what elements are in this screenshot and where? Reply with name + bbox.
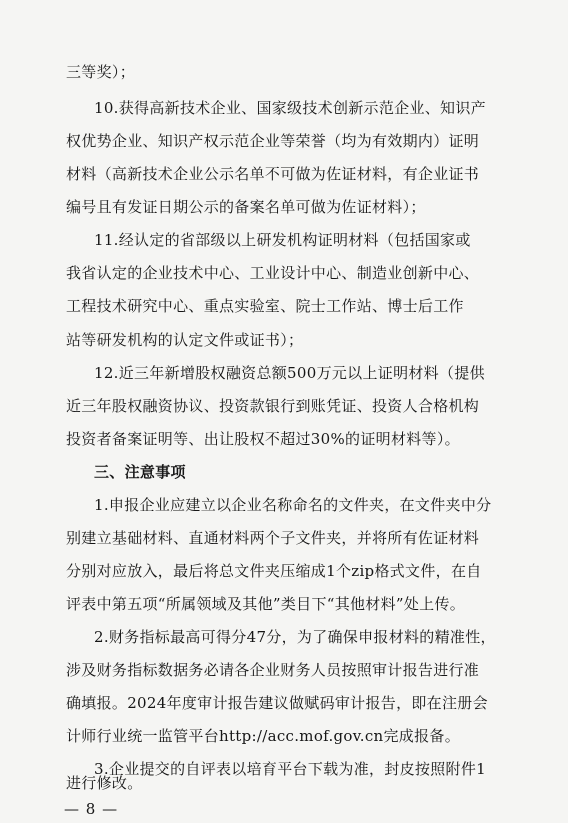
text-line: 1.申报企业应建立以企业名称命名的文件夹，在文件夹中分 <box>94 496 492 514</box>
text-line: 我省认定的企业技术中心、工业设计中心、制造业创新中心、 <box>66 264 480 282</box>
text-line: 材料（高新技术企业公示名单不可做为佐证材料，有企业证书 <box>66 165 480 183</box>
text-line: 2.财务指标最高可得分47分，为了确保申报材料的精准性， <box>94 628 496 646</box>
text-line: 11.经认定的省部级以上研发机构证明材料（包括国家或 <box>94 231 471 249</box>
page-number: — 8 — <box>64 800 119 818</box>
text-line: 别建立基础材料、直通材料两个子文件夹，并将所有佐证材料 <box>66 529 480 547</box>
text-line: 三等奖）； <box>66 63 136 81</box>
text-line: 确填报。2024年度审计报告建议做赋码审计报告，即在注册会 <box>66 694 488 712</box>
section-heading: 三、注意事项 <box>94 463 186 481</box>
text-line: 工程技术研究中心、重点实验室、院士工作站、博士后工作 <box>66 297 464 315</box>
text-line: 编号且有发证日期公示的备案名单可做为佐证材料）； <box>66 198 426 216</box>
text-line: 近三年股权融资协议、投资款银行到账凭证、投资人合格机构 <box>66 397 480 415</box>
text-line: 3.企业提交的自评表以培育平台下载为准，封皮按照附件1 <box>94 760 486 778</box>
text-line: 权优势企业、知识产权示范企业等荣誉（均为有效期内）证明 <box>66 132 480 150</box>
text-line: 进行修改。 <box>66 774 143 792</box>
text-line: 评表中第五项“所属领域及其他”类目下“其他材料”处上传。 <box>66 595 466 613</box>
text-line: 计师行业统一监管平台http://acc.mof.gov.cn完成报备。 <box>66 727 460 745</box>
text-line: 分别对应放入，最后将总文件夹压缩成1个zip格式文件，在自 <box>66 562 482 580</box>
text-line: 涉及财务指标数据务必请各企业财务人员按照审计报告进行准 <box>66 661 480 679</box>
text-line: 投资者备案证明等、出让股权不超过30%的证明材料等）。 <box>66 430 460 448</box>
text-line: 10.获得高新技术企业、国家级技术创新示范企业、知识产 <box>94 99 486 117</box>
text-line: 12.近三年新增股权融资总额500万元以上证明材料（提供 <box>94 364 485 382</box>
text-line: 站等研发机构的认定文件或证书）； <box>66 331 304 349</box>
